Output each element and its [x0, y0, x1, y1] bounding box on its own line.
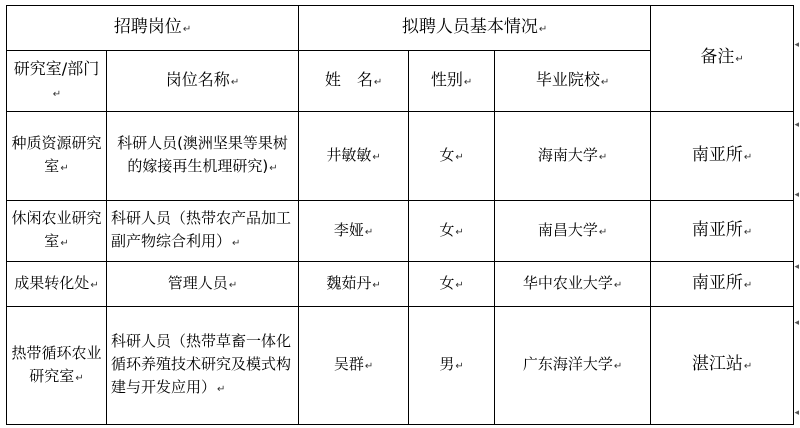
dept-cell: 成果转化处↵ — [7, 262, 107, 307]
table-row — [7, 112, 794, 201]
position-cell: 管理人员↵ — [107, 262, 299, 307]
row-end-mark: ◂ — [794, 40, 799, 50]
person-name-cell: 李娅↵ — [299, 201, 409, 262]
recruitment-table — [6, 5, 794, 425]
gender-cell: 女↵ — [409, 201, 495, 262]
gender-cell: 男↵ — [409, 307, 495, 425]
person-name-cell: 井敏敏↵ — [299, 112, 409, 201]
header-candidate-info: 拟聘人员基本情况↵ — [299, 6, 651, 51]
gender-cell: 女↵ — [409, 262, 495, 307]
school-cell: 广东海洋大学↵ — [495, 307, 651, 425]
row-end-mark: ◂ — [794, 190, 799, 200]
note-cell: 南亚所↵ — [651, 262, 794, 307]
position-cell: 科研人员（热带草畜一体化循环养殖技术研究及模式构建与开发应用）↵ — [107, 307, 299, 425]
dept-cell: 热带循环农业研究室↵ — [7, 307, 107, 425]
header-recruit-position: 招聘岗位↵ — [7, 6, 299, 51]
row-end-mark: ◂ — [794, 262, 799, 272]
person-name-cell: 吴群↵ — [299, 307, 409, 425]
note-cell: 南亚所↵ — [651, 112, 794, 201]
header-gender: 性别↵ — [409, 51, 495, 112]
position-cell: 科研人员(澳洲坚果等果树的嫁接再生机理研究)↵ — [107, 112, 299, 201]
table-row — [7, 262, 794, 307]
row-end-mark: ◂ — [794, 318, 799, 328]
table-row — [7, 201, 794, 262]
school-cell: 南昌大学↵ — [495, 201, 651, 262]
row-end-mark: ◂ — [794, 408, 799, 418]
position-cell: 科研人员（热带农产品加工副产物综合利用）↵ — [107, 201, 299, 262]
header-dept: 研究室/部门↵ — [7, 51, 107, 112]
header-person-name: 姓 名↵ — [299, 51, 409, 112]
header-row-group — [7, 6, 794, 51]
school-cell: 华中农业大学↵ — [495, 262, 651, 307]
note-cell: 南亚所↵ — [651, 201, 794, 262]
header-note: 备注↵ — [651, 6, 794, 112]
gender-cell: 女↵ — [409, 112, 495, 201]
school-cell: 海南大学↵ — [495, 112, 651, 201]
table-row — [7, 307, 794, 425]
header-position-name: 岗位名称↵ — [107, 51, 299, 112]
header-school: 毕业院校↵ — [495, 51, 651, 112]
note-cell: 湛江站↵ — [651, 307, 794, 425]
person-name-cell: 魏茹丹↵ — [299, 262, 409, 307]
row-end-mark: ◂ — [794, 120, 799, 130]
dept-cell: 休闲农业研究室↵ — [7, 201, 107, 262]
dept-cell: 种质资源研究室↵ — [7, 112, 107, 201]
